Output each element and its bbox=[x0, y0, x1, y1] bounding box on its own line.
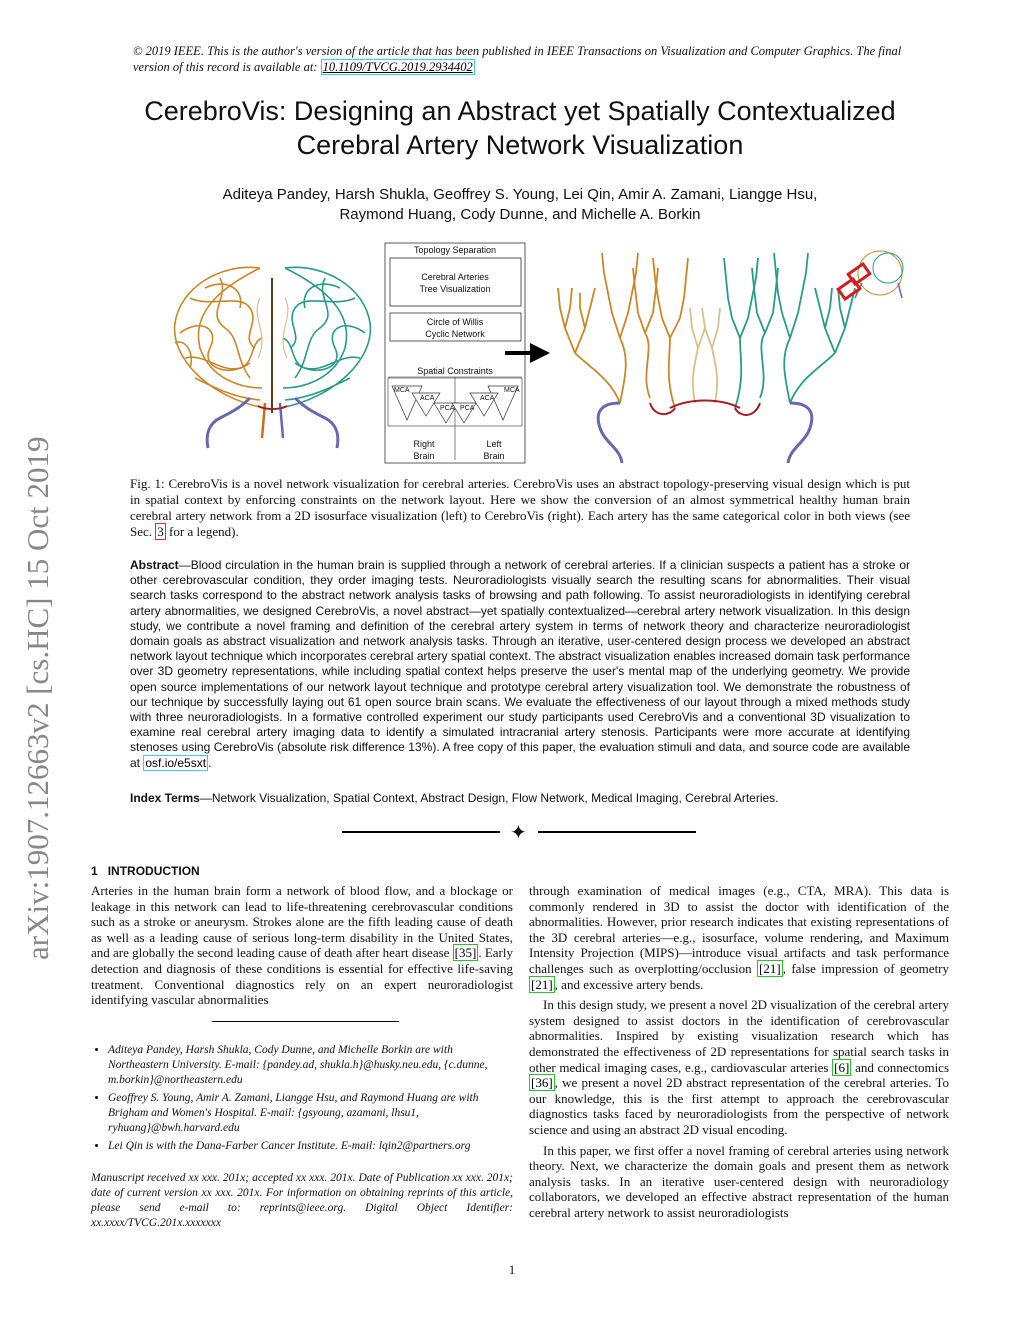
manuscript-info: Manuscript received xx xxx. 201x; accepted xx xxx. 201x. Date of Publication xx xxx. 201x; date of current version xx xxx. 201x. For information on obtaining reprints of this article, please send e-mail to: reprints@ieee.org. Digital Object Identifier: xx.xxxx/TVCG.201x.xxxxxxx bbox=[91, 1172, 513, 1229]
footnote-item: • Aditeya Pandey, Harsh Shukla, Cody Dunne, and Michelle Borkin are with Northeastern University. E-mail: {pandey.ad, shukla.h}@husky.neu.edu, {c.dunne, m.borkin}@northeastern.edu bbox=[108, 1043, 513, 1088]
abstract-text: —Blood circulation in the human brain is supplied through a network of cerebral arteries. If a clinician suspects a patient has a stroke or other cerebrovascular condition, they order imaging tests. Neuroradiologists visually search the resulting scans for abnormalities. Their visual search tasks correspond to the abstract network analysis tasks of browsing and path following. To assist neuroradiologists in identifying cerebral artery abnormalities, we designed CerebroVis, a novel abstract—yet spatially contextualized—cerebral artery network visualization. In this design study, we contribute a novel framing and definition of the cerebral artery system in terms of network theory and characterize neuroradiologist domain goals as abstract visualization and network analysis tasks. Through an iterative, user-centered design process we developed an abstract network layout technique which incorporates cerebral artery spatial context. The abstract visualization enables increased domain task performance over 3D geometry representations, while including spatial context helps preserve the user's mental map of the underlying geometry. We provide open source implementations of our network layout technique and prototype cerebral artery visualization tool. We demonstrate the robustness of our technique by successfully laying out 61 open source brain scans. We evaluate the effectiveness of our layout through a mixed methods study with three neuroradiologists. In a formative controlled experiment our study participants used CerebroVis and a conventional 3D visualization to examine real cerebral artery imaging data to identify a simulated intracranial artery stenosis. Participants were more accurate at identifying stenoses using CerebroVis (absolute risk difference 13%). A free copy of this paper, the evaluation stimuli and data, and source code are available at bbox=[130, 558, 910, 770]
mca-left-label: MCA bbox=[504, 387, 520, 394]
separator-right bbox=[538, 831, 696, 833]
ref-21[interactable]: [21] bbox=[531, 976, 553, 992]
copyright-text: © 2019 IEEE. This is the author's version of the article that has been published in IEEE Transactions on Visualization and Computer Graphics. The final version of this record is available at: bbox=[133, 44, 902, 74]
right-brain-label: Brain bbox=[413, 451, 435, 461]
caption-section-ref[interactable]: 3 bbox=[157, 524, 164, 539]
arxiv-stamp: arXiv:1907.12663v2 [cs.HC] 15 Oct 2019 bbox=[20, 436, 55, 960]
right-p1-text-a: through examination of medical images (e.g., CTA, MRA). This data is commonly rendered in 3D to assist the doctor with identification of the abnormalities. However, prior research indicates that existing representations of the 3D cerebral arteries—e.g., isosurface, volume rendering, and Maximum Intensity Projection (MIPS)—introduce visual artifacts and task performance challenges such as overplotting/occlusion bbox=[529, 883, 949, 976]
intro-paragraph-right-1 bbox=[529, 883, 949, 992]
right-label: Right bbox=[413, 439, 435, 449]
doi-link[interactable]: 10.1109/TVCG.2019.2934402 bbox=[322, 60, 473, 74]
cerebral-arteries-label-2: Tree Visualization bbox=[419, 284, 491, 294]
intro-paragraph-right-3: In this paper, we first offer a novel framing of cerebral arteries using network theory. Next, we characterize the domain goals and present them as network analysis tasks. In an iterative user-centered design with neuroradiology collaborators, we developed an effective abstract representation of the human cerebral artery network to assist neuroradiologists bbox=[529, 1142, 949, 1220]
index-terms-text: —Network Visualization, Spatial Context, Abstract Design, Flow Network, Medical Imaging, Cerebral Arteries. bbox=[199, 791, 779, 805]
cerebrovis-tree bbox=[558, 253, 855, 463]
figure-1 bbox=[150, 238, 910, 468]
circle-of-willis-label-2: Cyclic Network bbox=[425, 329, 485, 339]
pca-left-label: PCA bbox=[460, 405, 475, 412]
abstract-label: Abstract bbox=[130, 558, 179, 572]
layout-diagram bbox=[385, 243, 525, 463]
separator-star-icon: ✦ bbox=[510, 822, 527, 844]
circle-of-willis-label-1: Circle of Willis bbox=[426, 317, 484, 327]
brain-thumbnail bbox=[838, 251, 903, 299]
authors-line-1: Aditeya Pandey, Harsh Shukla, Geoffrey S. Young, Lei Qin, Amir A. Zamani, Liangge Hsu, bbox=[222, 186, 818, 203]
footnote-item: • Geoffrey S. Young, Amir A. Zamani, Liangge Hsu, and Raymond Huang are with Brigham and Women's Hospital. E-mail: {gsyoung, azamani, lhsu1, ryhuang}@bwh.harvard.edu bbox=[108, 1091, 513, 1136]
index-terms-label: Index Terms bbox=[130, 791, 200, 805]
arrow-icon bbox=[505, 343, 550, 363]
author-list bbox=[100, 185, 940, 225]
cerebral-arteries-label-1: Cerebral Arteries bbox=[421, 272, 489, 282]
ref-21[interactable]: [21] bbox=[759, 960, 781, 976]
ref-6[interactable]: [6] bbox=[834, 1059, 850, 1075]
figure-caption bbox=[130, 476, 910, 540]
brain-isosurface bbox=[175, 267, 371, 448]
footnote-item: • Lei Qin is with the Dana-Farber Cancer Institute. E-mail: lqin2@partners.org bbox=[108, 1139, 513, 1154]
abstract bbox=[130, 558, 910, 771]
left-label: Left bbox=[486, 439, 502, 449]
right-p1-text-c: , and excessive artery bends. bbox=[554, 976, 704, 992]
section-heading bbox=[91, 864, 200, 878]
ref-36[interactable]: [36] bbox=[531, 1075, 553, 1091]
right-p2-text-a: In this design study, we present a novel 2D visualization of the cerebral artery system designed to assist doctors in the identification of cerebrovascular abnormalities. Inspired by existing visualization research which has demonstrated the effectiveness of 2D representations for spatial search tasks in other medical imaging cases, e.g., cardiovascular arteries bbox=[529, 997, 949, 1075]
right-column bbox=[529, 883, 949, 1225]
left-column bbox=[91, 883, 513, 1013]
osf-link[interactable]: osf.io/e5sxt bbox=[145, 755, 207, 770]
right-p1-text-b: , false impression of geometry bbox=[782, 960, 950, 976]
caption-text-a: CerebroVis is a novel network visualization for cerebral arteries. CerebroVis uses an abstract topology-preserving visual design which is put in spatial context by enforcing constraints on the network layout. Here we show the conversion of an almost symmetrical healthy human brain cerebral artery network from a 2D isosurface visualization (left) to CerebroVis (right). Each artery has the same categorical color in both views (see Sec. bbox=[130, 476, 911, 539]
separator-left bbox=[342, 831, 500, 833]
topology-separation-label: Topology Separation bbox=[413, 245, 497, 255]
pca-right-label: PCA bbox=[440, 405, 455, 412]
right-p2-text-b: and connectomics bbox=[855, 1059, 950, 1075]
intro-paragraph-right-2 bbox=[529, 997, 949, 1137]
section-title: INTRODUCTION bbox=[107, 864, 200, 878]
abstract-end: . bbox=[208, 755, 212, 770]
index-terms bbox=[130, 791, 910, 805]
page-number: 1 bbox=[508, 1262, 516, 1277]
ref-35[interactable]: [35] bbox=[454, 945, 477, 961]
aca-left-label: ACA bbox=[480, 395, 495, 402]
intro-paragraph-1 bbox=[91, 883, 513, 1008]
aca-right-label: ACA bbox=[420, 395, 435, 402]
intro-p1-text-a: Arteries in the human brain form a network of blood flow, and a blockage or leakage in this network can lead to life-threatening cerebrovascular conditions such as a stroke or aneurysm. Strokes alone are the fifth leading cause of death as well as a leading cause of serious long-term disability in the United States, and are globally the second leading cause of death after heart disease bbox=[91, 883, 513, 961]
right-p2-text-c: , we present a novel 2D abstract representation of the cerebral arteries. To our knowledge, this is the first attempt to approach the cerebrovascular diagnostics tasks faced by neuroradiologists from the perspective of network science and using an abstract 2D visual encoding. bbox=[529, 1075, 949, 1137]
footnote-rule bbox=[212, 1021, 399, 1022]
left-brain-label: Brain bbox=[483, 451, 505, 461]
intro-p1-text-b: . Early detection and diagnosis of these conditions is essential for effective life-saving treatment. Conventional diagnostics rely on an expert neuroradiologist identifying vascular abnormalities bbox=[91, 945, 513, 1008]
spatial-constraints-label: Spatial Constraints bbox=[417, 366, 493, 376]
mca-right-label: MCA bbox=[394, 387, 410, 394]
caption-text-b: for a legend). bbox=[169, 524, 239, 539]
footnotes bbox=[91, 1043, 513, 1157]
copyright-notice bbox=[133, 43, 933, 75]
caption-label: Fig. 1: bbox=[130, 476, 165, 491]
section-number: 1 bbox=[91, 864, 98, 878]
paper-title: CerebroVis: Designing an Abstract yet Spatially Contextualized Cerebral Artery Network Visualization bbox=[144, 96, 896, 160]
authors-line-2: Raymond Huang, Cody Dunne, and Michelle A. Borkin bbox=[339, 206, 701, 223]
